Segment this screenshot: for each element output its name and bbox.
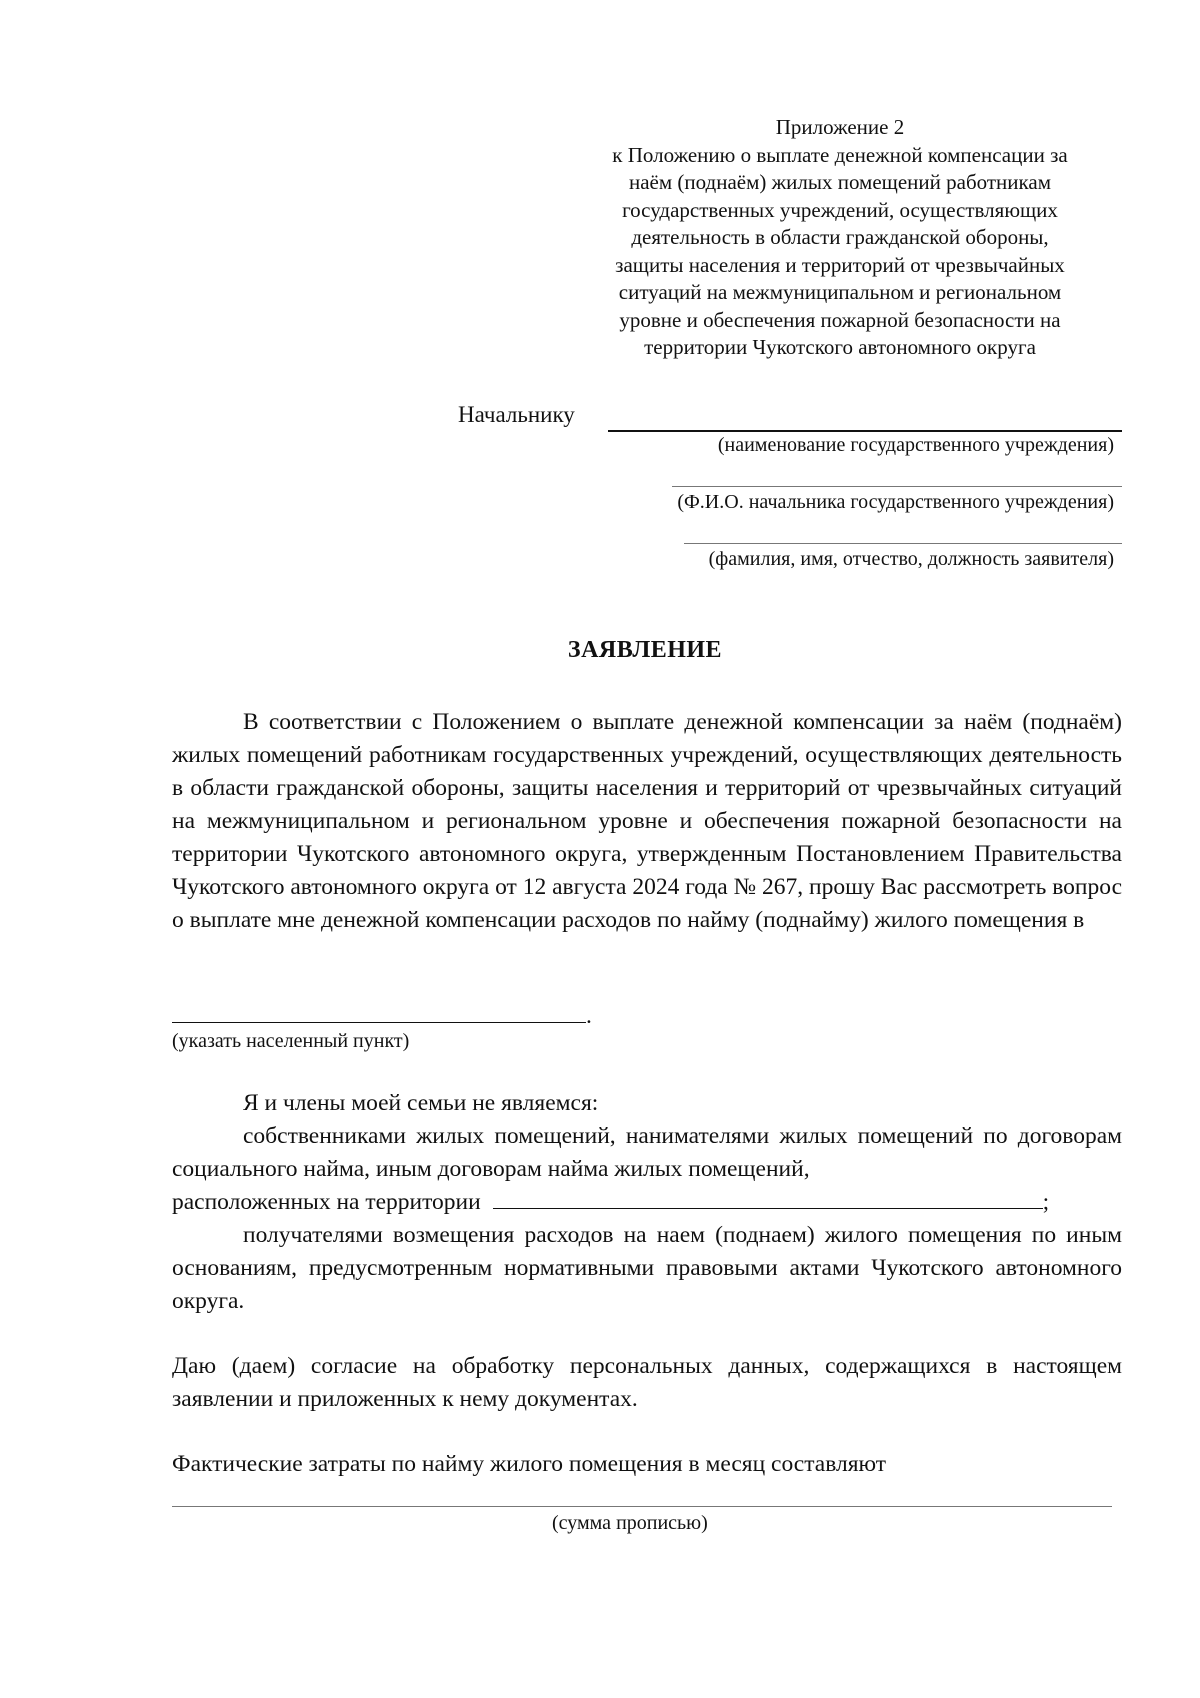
- appendix-line: уровне и обеспечения пожарной безопасности на: [619, 307, 1061, 332]
- appendix-line: защиты населения и территорий от чрезвычайных: [615, 252, 1065, 277]
- appendix-line: к Положению о выплате денежной компенсации за: [612, 142, 1068, 167]
- head-name-field[interactable]: [672, 486, 1122, 487]
- family-intro: Я и члены моей семьи не являемся:: [243, 1090, 599, 1116]
- appendix-line: территории Чукотского автономного округа: [644, 335, 1036, 359]
- institution-name-field[interactable]: [608, 430, 1122, 432]
- head-caption: (Ф.И.О. начальника государственного учреждения): [677, 491, 1114, 513]
- sum-caption: (сумма прописью): [552, 1512, 708, 1534]
- settlement-field[interactable]: [172, 1000, 586, 1023]
- recipients-paragraph: получателями возмещения расходов на наем (поднаем) жилого помещения по иным основаниям, предусмотренным нормативными правовыми актами Чукотского автономного округа.: [172, 1222, 1122, 1314]
- territory-row: [172, 1186, 1049, 1216]
- settlement-row: [172, 1000, 592, 1030]
- consent-paragraph: Даю (даем) согласие на обработку персональных данных, содержащихся в настоящем заявлении и приложенных к нему документах.: [172, 1353, 1122, 1412]
- institution-caption: (наименование государственного учреждения): [717, 434, 1114, 456]
- main-paragraph: В соответствии с Положением о выплате денежной компенсации за наём (поднаём) жилых помещений работникам государственных учреждений, осуществляющих деятельность в области гражданской обороны, защиты населения и территорий от чрезвычайных ситуаций на межмуниципальном и региональном уровне и обеспечения пожарной безопасности на территории Чукотского автономного округа, утвержденным Постановлением Правительства Чукотского автономного округа от 12 августа 2024 года № 267, прошу Вас рассмотреть вопрос о выплате мне денежной компенсации расходов по найму (поднайму) жилого помещения в: [172, 709, 1122, 933]
- appendix-line: Приложение 2: [775, 115, 905, 139]
- territory-field[interactable]: [493, 1186, 1043, 1209]
- appendix-line: наём (поднаём) жилых помещений работникам: [628, 170, 1051, 194]
- sum-field[interactable]: [172, 1506, 1112, 1507]
- addressee-label: Начальнику: [458, 402, 575, 427]
- appendix-header: [560, 114, 1120, 362]
- document-title: ЗАЯВЛЕНИЕ: [567, 637, 723, 663]
- appendix-line: государственных учреждений, осуществляющих: [622, 197, 1058, 222]
- appendix-line: деятельность в области гражданской обороны,: [631, 225, 1049, 249]
- appendix-line: ситуаций на межмуниципальном и региональном: [618, 280, 1062, 304]
- territory-label: расположенных на территории: [172, 1189, 481, 1215]
- costs-label: Фактические затраты по найму жилого помещения в месяц составляют: [172, 1451, 887, 1477]
- settlement-end: .: [586, 1003, 592, 1029]
- settlement-caption: (указать населенный пункт): [172, 1030, 410, 1052]
- territory-end: ;: [1042, 1189, 1050, 1215]
- applicant-name-field[interactable]: [684, 543, 1122, 544]
- applicant-caption: (фамилия, имя, отчество, должность заявителя): [708, 548, 1114, 570]
- owners-paragraph: собственниками жилых помещений, нанимателями жилых помещений по договорам социального найма, иным договорам найма жилых помещений,: [172, 1123, 1122, 1182]
